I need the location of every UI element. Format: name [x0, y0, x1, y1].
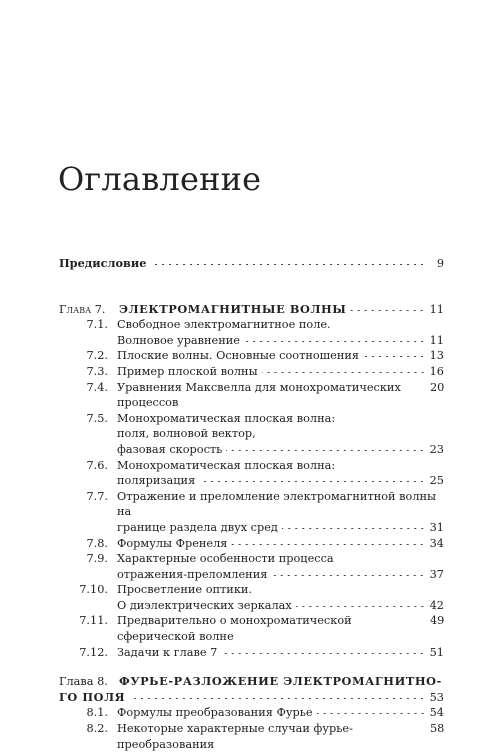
toc-chapter-7[interactable]: [59, 302, 444, 318]
dot-leader: [244, 341, 426, 342]
section-number: 7.7.: [86, 489, 108, 503]
dot-leader: [221, 653, 425, 654]
section-title: Монохроматическая плоская волна:: [117, 411, 336, 425]
dot-leader: [129, 698, 425, 699]
toc-chapter-8[interactable]: [59, 674, 444, 705]
toc-entry[interactable]: [59, 721, 444, 752]
page-number: 54: [429, 706, 444, 720]
page-number: 13: [429, 349, 444, 363]
toc-entry[interactable]: [59, 380, 444, 411]
chapter-8-sections: [59, 705, 444, 752]
page-number: 42: [429, 598, 444, 612]
chapter-number: Глава 7.: [59, 302, 106, 316]
section-title: поля, волновой вектор,: [117, 427, 256, 441]
dot-leader: [226, 450, 425, 451]
section-title: Отражение и преломление электромагнитной волны на: [117, 489, 437, 519]
chapter-title-line1: ФУРЬЕ-РАЗЛОЖЕНИЕ ЭЛЕКТРОМАГНИТНО-: [119, 674, 442, 689]
section-number: 7.5.: [86, 411, 108, 425]
page-number: 25: [429, 474, 444, 488]
dot-leader: [282, 528, 426, 529]
section-title: Свободное электромагнитное поле.: [117, 318, 331, 332]
section-title: Монохроматическая плоская волна:: [117, 458, 336, 472]
page-number: 34: [429, 536, 444, 550]
section-number: 7.12.: [79, 645, 108, 659]
page-title: Оглавление: [58, 160, 262, 198]
dot-leader: [350, 310, 425, 311]
section-number: 7.8.: [86, 536, 108, 550]
section-title: Формулы преобразования Фурье: [117, 706, 313, 720]
dot-leader: [199, 481, 425, 482]
section-number: 7.11.: [79, 614, 108, 628]
section-title: Волновое уравнение: [117, 333, 240, 347]
page-number: 11: [429, 333, 444, 347]
toc-entry[interactable]: [59, 536, 444, 552]
dot-leader: [363, 356, 426, 357]
dot-leader: [271, 575, 425, 576]
toc-entry[interactable]: [59, 348, 444, 364]
page-number: 58: [430, 722, 445, 736]
section-number: 7.10.: [79, 583, 108, 597]
dot-leader: [262, 372, 426, 373]
section-title: Задачи к главе 7: [117, 645, 218, 659]
dot-leader: [317, 713, 426, 714]
preface-label: Предисловие: [59, 256, 147, 270]
section-title: Просветление оптики.: [117, 583, 252, 597]
chapter-7-sections: [59, 317, 444, 660]
toc-preface[interactable]: [59, 256, 444, 272]
section-number: 8.2.: [86, 722, 108, 736]
section-number: 7.2.: [86, 349, 108, 363]
toc-entry[interactable]: [59, 489, 444, 536]
toc-entry[interactable]: [59, 458, 444, 489]
section-title: отражения-преломления: [117, 567, 268, 581]
toc-entry[interactable]: [59, 645, 444, 661]
section-title: Характерные особенности процесса: [117, 552, 334, 566]
dot-leader: [150, 264, 426, 265]
page-number: 16: [429, 364, 444, 378]
toc-entry[interactable]: [59, 411, 444, 458]
dot-leader: [231, 544, 425, 545]
section-number: 7.4.: [86, 380, 108, 394]
section-number: 7.3.: [86, 364, 108, 378]
toc-entry[interactable]: [59, 551, 444, 582]
page-number: 9: [436, 257, 444, 270]
section-title: Некоторые характерные случаи фурье-преобразования: [117, 722, 353, 751]
section-number: 7.1.: [86, 318, 108, 332]
page-number: 37: [429, 567, 444, 581]
section-title: Уравнения Максвелла для монохроматических процессов: [117, 380, 401, 410]
page-number: 23: [429, 442, 444, 456]
dot-leader: [296, 606, 426, 607]
section-title: О диэлектрических зеркалах: [117, 598, 292, 612]
table-of-contents: [59, 256, 444, 752]
section-title: Формулы Френеля: [117, 536, 228, 550]
page-number: 31: [429, 520, 444, 534]
chapter-title: ЭЛЕКТРОМАГНИТНЫЕ ВОЛНЫ: [119, 301, 347, 316]
chapter-title-line2: ГО ПОЛЯ: [59, 689, 126, 704]
section-title: Плоские волны. Основные соотношения: [117, 349, 360, 363]
toc-entry[interactable]: [59, 705, 444, 721]
toc-entry[interactable]: [59, 317, 444, 348]
section-number: 8.1.: [86, 706, 108, 720]
section-title: фазовая скорость: [117, 442, 223, 456]
page-number: 49: [430, 614, 445, 628]
section-number: 7.9.: [86, 552, 108, 566]
chapter-number: Глава 8.: [59, 675, 108, 689]
page-number: 20: [430, 380, 445, 394]
page-number: 51: [429, 645, 444, 659]
section-number: 7.6.: [86, 458, 108, 472]
section-title: Предварительно о монохроматической сферической волне: [117, 614, 352, 644]
section-title: границе раздела двух сред: [117, 520, 278, 534]
page-number: 53: [429, 690, 444, 704]
toc-entry[interactable]: [59, 582, 444, 613]
page-number: 11: [429, 302, 444, 316]
section-title: поляризация: [117, 474, 196, 488]
toc-entry[interactable]: [59, 364, 444, 380]
toc-entry[interactable]: [59, 613, 444, 644]
section-title: Пример плоской волны: [117, 364, 258, 378]
